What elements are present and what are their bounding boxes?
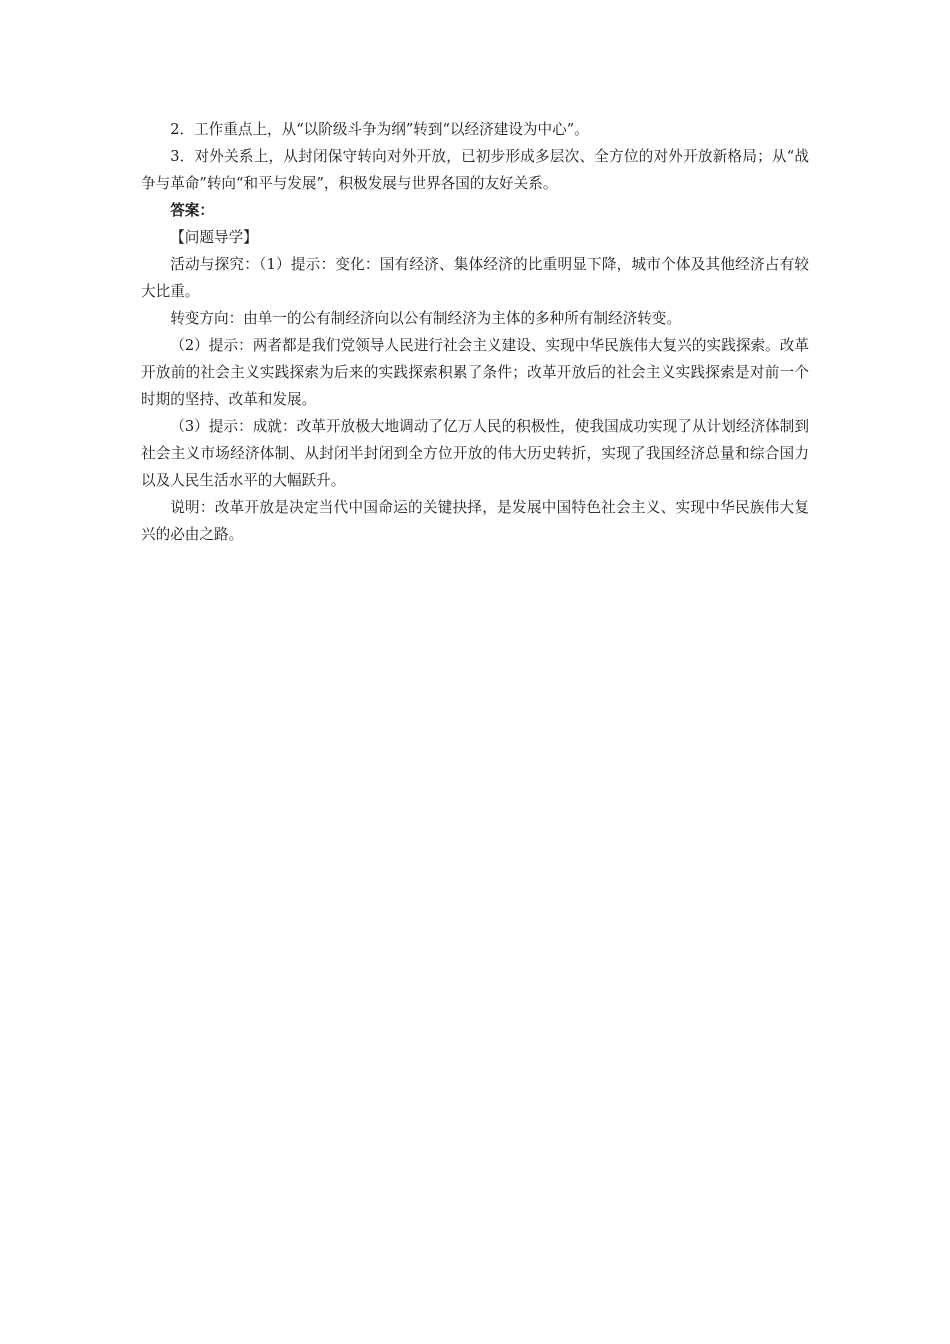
- paragraph-work-focus: 2．工作重点上，从“以阶级斗争为纲”转到“以经济建设为中心”。: [170, 121, 589, 138]
- answer-hint-2: （2）提示：两者都是我们党领导人民进行社会主义建设、实现中华民族伟大复兴的实践探索。改革开放前的社会主义实践探索为后来的实践探索积累了条件；改革开放后的社会主义实践探索是对前一个时期的坚持、改革和发展。: [141, 337, 809, 408]
- answer-direction: 转变方向：由单一的公有制经济向以公有制经济为主体的多种所有制经济转变。: [170, 310, 681, 327]
- answer-heading: 答案：: [170, 202, 214, 219]
- section-heading: 【问题导学】: [170, 229, 258, 246]
- answer-hint-3: （3）提示：成就：改革开放极大地调动了亿万人民的积极性，使我国成功实现了从计划经济体制到社会主义市场经济体制、从封闭半封闭到全方位开放的伟大历史转折，实现了我国经济总量和综合国力以及人民生活水平的大幅跃升。: [141, 418, 809, 489]
- paragraph-foreign-relations: 3．对外关系上，从封闭保守转向对外开放，已初步形成多层次、全方位的对外开放新格局；从“战争与革命”转向“和平与发展”，积极发展与世界各国的友好关系。: [141, 148, 809, 192]
- answer-explanation: 说明：改革开放是决定当代中国命运的关键抉择，是发展中国特色社会主义、实现中华民族伟大复兴的必由之路。: [141, 499, 809, 543]
- document-body: [141, 116, 809, 548]
- answer-activity-change: 活动与探究：（1）提示：变化：国有经济、集体经济的比重明显下降，城市个体及其他经济占有较大比重。: [141, 256, 809, 300]
